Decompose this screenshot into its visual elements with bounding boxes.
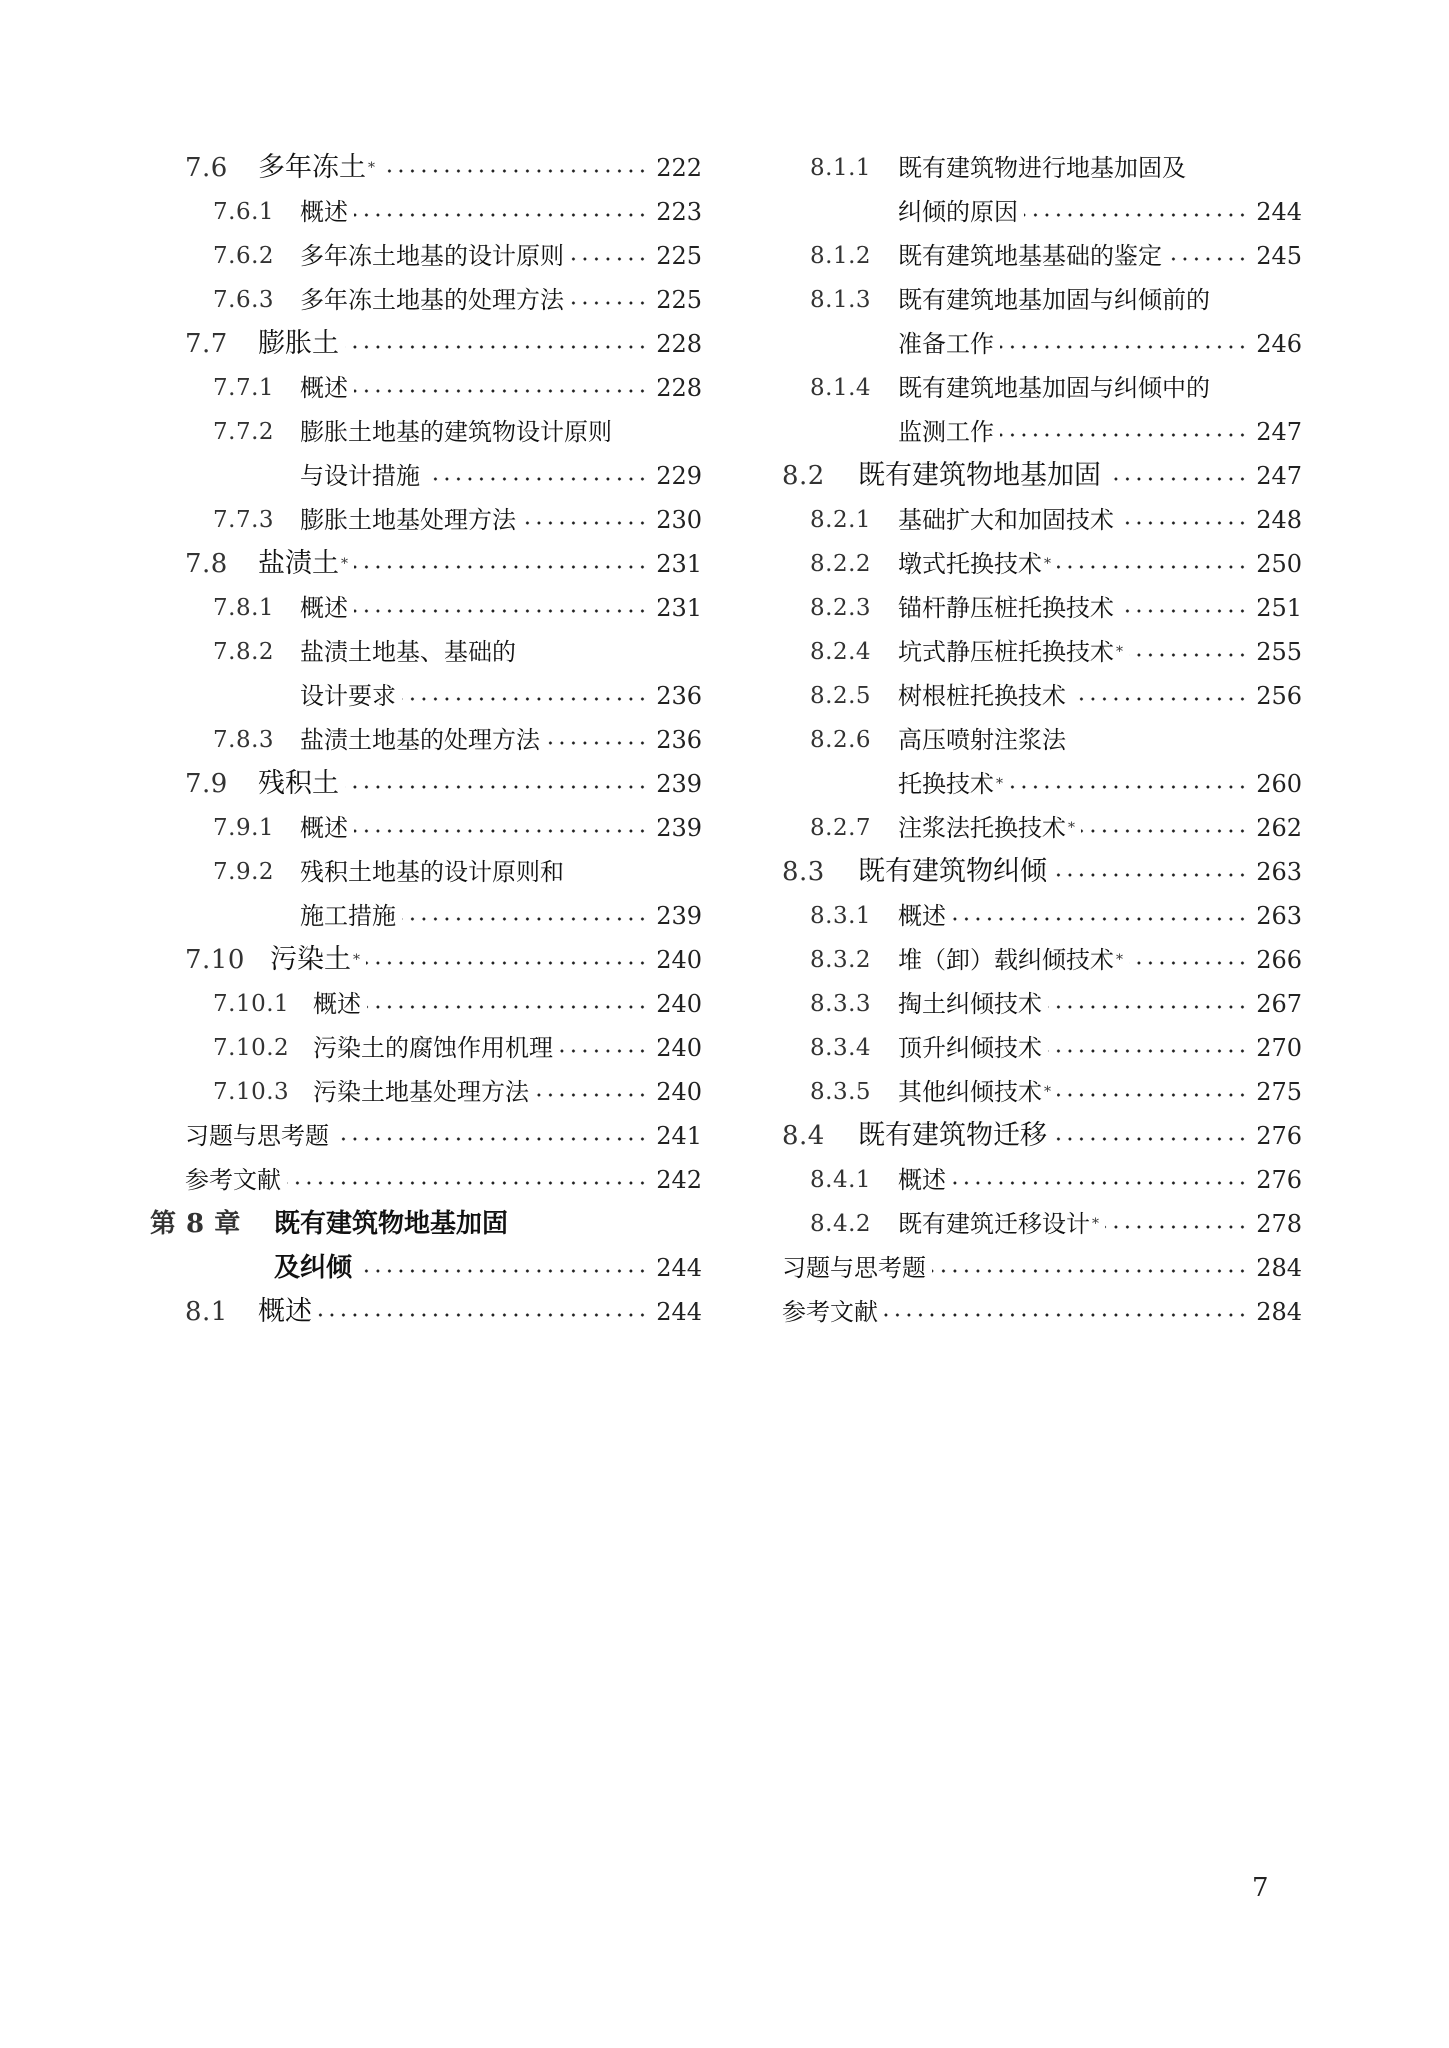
page-ref: 230: [656, 506, 702, 534]
dot-leader: [335, 1137, 648, 1141]
section-number: 7.10: [185, 945, 245, 975]
toc-entry[interactable]: [150, 938, 702, 982]
section-number: 8.3.3: [810, 991, 872, 1017]
dot-leader: [1107, 477, 1248, 481]
toc-entry[interactable]: [150, 542, 702, 586]
dot-leader: [318, 1313, 648, 1317]
toc-entry[interactable]: [772, 410, 1302, 454]
dot-leader: [426, 477, 648, 481]
toc-entry[interactable]: [150, 1202, 702, 1246]
section-number: 8.4.1: [810, 1167, 872, 1193]
section-title: 高压喷射注浆法: [898, 726, 1066, 754]
dot-leader: [381, 169, 648, 173]
dot-leader: [366, 961, 648, 965]
section-number: 7.6.2: [213, 243, 275, 269]
dot-leader: [1072, 697, 1248, 701]
page-ref: 239: [656, 770, 702, 798]
page-ref: 270: [1256, 1034, 1302, 1062]
page-ref: 240: [656, 1034, 702, 1062]
dot-leader: [1057, 565, 1248, 569]
dot-leader: [1048, 1005, 1248, 1009]
section-title: 污染土的腐蚀作用机理: [313, 1034, 553, 1062]
section-number: 8.3: [782, 857, 825, 887]
toc-entry[interactable]: [772, 234, 1302, 278]
page-ref: 223: [656, 198, 702, 226]
page-ref: 251: [1256, 594, 1302, 622]
dot-leader: [570, 257, 648, 261]
section-number: 8.1: [185, 1297, 228, 1327]
dot-leader: [1120, 609, 1248, 613]
section-title: 多年冻土: [258, 152, 366, 183]
dot-leader: [345, 785, 648, 789]
section-title: 堆（卸）载纠倾技术: [898, 946, 1114, 974]
section-title: 概述: [313, 990, 361, 1018]
toc-entry[interactable]: [772, 762, 1302, 806]
section-number: 8.1.4: [810, 375, 872, 401]
section-title: 盐渍土地基的处理方法: [300, 726, 540, 754]
page-ref: 263: [1256, 902, 1302, 930]
page-ref: 247: [1256, 462, 1302, 490]
dot-leader: [559, 1049, 648, 1053]
page-ref: 241: [656, 1122, 702, 1150]
page-ref: 244: [1256, 198, 1302, 226]
toc-entry[interactable]: [772, 1114, 1302, 1158]
section-number: 8.3.2: [810, 947, 872, 973]
toc-entry[interactable]: [772, 894, 1302, 938]
section-number: 8.4.2: [810, 1211, 872, 1237]
section-number: 7.8.2: [213, 639, 275, 665]
section-number: 7.9: [185, 769, 228, 799]
toc-entry[interactable]: [150, 762, 702, 806]
section-number: 7.6.3: [213, 287, 275, 313]
toc-entry[interactable]: [772, 146, 1302, 190]
toc-entry[interactable]: [772, 1202, 1302, 1246]
toc-entry[interactable]: [772, 366, 1302, 410]
section-title: 及纠倾: [274, 1253, 353, 1283]
toc-entry[interactable]: [150, 1246, 702, 1290]
toc-entry[interactable]: [772, 586, 1302, 630]
toc-entry[interactable]: [772, 850, 1302, 894]
dot-leader: [354, 213, 648, 217]
section-title: 残积土地基的设计原则和: [300, 858, 564, 886]
toc-entry[interactable]: [150, 278, 702, 322]
section-title: 习题与思考题: [782, 1254, 926, 1282]
section-number: 8.2: [782, 461, 825, 491]
section-title: 准备工作: [898, 330, 994, 358]
dot-leader: [570, 301, 648, 305]
page-ref: 266: [1256, 946, 1302, 974]
section-title: 概述: [898, 1166, 946, 1194]
optional-star-icon: *: [1116, 644, 1123, 660]
optional-star-icon: *: [353, 952, 360, 968]
toc-right-column: [772, 146, 1302, 1334]
section-number: 8.1.3: [810, 287, 872, 313]
page-ref: 240: [656, 990, 702, 1018]
section-title: 概述: [300, 814, 348, 842]
section-number: 7.8: [185, 549, 228, 579]
page-ref: 236: [656, 726, 702, 754]
section-number: 8.2.6: [810, 727, 872, 753]
section-title: 纠倾的原因: [898, 198, 1018, 226]
page-ref: 276: [1256, 1122, 1302, 1150]
dot-leader: [1000, 433, 1248, 437]
optional-star-icon: *: [1044, 556, 1051, 572]
toc-entry[interactable]: [772, 938, 1302, 982]
dot-leader: [1048, 1049, 1248, 1053]
toc-entry[interactable]: [150, 322, 702, 366]
section-number: 7.9.2: [213, 859, 275, 885]
toc-entry[interactable]: [150, 806, 702, 850]
section-title: 锚杆静压桩托换技术: [898, 594, 1114, 622]
section-number: 7.6.1: [213, 199, 275, 225]
section-title: 残积土: [258, 768, 339, 799]
dot-leader: [952, 1181, 1248, 1185]
section-title: 膨胀土地基处理方法: [300, 506, 516, 534]
section-title: 既有建筑地基加固与纠倾中的: [898, 374, 1210, 402]
dot-leader: [884, 1313, 1248, 1317]
toc-entry[interactable]: [150, 1026, 702, 1070]
toc-entry[interactable]: [150, 454, 702, 498]
dot-leader: [367, 1005, 648, 1009]
section-title: 树根桩托换技术: [898, 682, 1066, 710]
page-ref: 245: [1256, 242, 1302, 270]
page-ref: 239: [656, 814, 702, 842]
section-title: 监测工作: [898, 418, 994, 446]
toc-entry[interactable]: [772, 498, 1302, 542]
section-title: 概述: [300, 594, 348, 622]
page-ref: 278: [1256, 1210, 1302, 1238]
section-number: 8.1.1: [810, 155, 872, 181]
page-ref: 242: [656, 1166, 702, 1194]
page-ref: 225: [656, 242, 702, 270]
dot-leader: [1009, 785, 1248, 789]
section-title: 盐渍土: [258, 548, 339, 579]
optional-star-icon: *: [1044, 1084, 1051, 1100]
section-title: 与设计措施: [300, 462, 420, 490]
dot-leader: [1129, 961, 1248, 965]
toc-entry[interactable]: [150, 982, 702, 1026]
dot-leader: [1000, 345, 1248, 349]
dot-leader: [354, 565, 648, 569]
toc-entry[interactable]: [150, 674, 702, 718]
toc-entry[interactable]: [772, 542, 1302, 586]
page-ref: 263: [1256, 858, 1302, 886]
toc-entry[interactable]: [150, 586, 702, 630]
section-number: 7.9.1: [213, 815, 275, 841]
toc-entry[interactable]: [150, 366, 702, 410]
section-number: 8.2.5: [810, 683, 872, 709]
dot-leader: [1129, 653, 1248, 657]
page-number: 7: [1252, 1873, 1269, 1903]
dot-leader: [1105, 1225, 1248, 1229]
section-number: 8.2.2: [810, 551, 872, 577]
page-ref: 244: [656, 1254, 702, 1282]
toc-entry[interactable]: [772, 322, 1302, 366]
page-ref: 229: [656, 462, 702, 490]
section-number: 8.2.4: [810, 639, 872, 665]
section-title: 概述: [300, 198, 348, 226]
section-number: 7.7: [185, 329, 228, 359]
page-ref: 267: [1256, 990, 1302, 1018]
section-title: 顶升纠倾技术: [898, 1034, 1042, 1062]
dot-leader: [1120, 521, 1248, 525]
page-ref: 244: [656, 1298, 702, 1326]
section-title: 设计要求: [300, 682, 396, 710]
dot-leader: [535, 1093, 648, 1097]
section-title: 既有建筑物地基加固: [858, 460, 1101, 491]
page-ref: 225: [656, 286, 702, 314]
section-title: 膨胀土地基的建筑物设计原则: [300, 418, 612, 446]
optional-star-icon: *: [368, 160, 375, 176]
page-ref: 276: [1256, 1166, 1302, 1194]
section-title: 既有建筑物地基加固: [274, 1209, 509, 1239]
section-number: 7.8.1: [213, 595, 275, 621]
toc-entry[interactable]: [772, 718, 1302, 762]
section-title: 既有建筑物迁移: [858, 1120, 1047, 1151]
section-title: 既有建筑地基基础的鉴定: [898, 242, 1162, 270]
toc-entry[interactable]: [772, 982, 1302, 1026]
section-number: 8.3.5: [810, 1079, 872, 1105]
dot-leader: [345, 345, 648, 349]
toc-entry[interactable]: [150, 1070, 702, 1114]
page-ref: 240: [656, 946, 702, 974]
section-title: 坑式静压桩托换技术: [898, 638, 1114, 666]
toc-entry[interactable]: [150, 234, 702, 278]
page-ref: 228: [656, 330, 702, 358]
page-ref: 250: [1256, 550, 1302, 578]
section-title: 参考文献: [185, 1166, 281, 1194]
page-ref: 262: [1256, 814, 1302, 842]
page-ref: 248: [1256, 506, 1302, 534]
toc-entry[interactable]: [772, 1070, 1302, 1114]
page-ref: 239: [656, 902, 702, 930]
section-title: 盐渍土地基、基础的: [300, 638, 516, 666]
dot-leader: [354, 609, 648, 613]
section-number: 7.10.2: [213, 1035, 290, 1061]
optional-star-icon: *: [996, 776, 1003, 792]
toc-entry[interactable]: [150, 718, 702, 762]
page-ref: 228: [656, 374, 702, 402]
section-title: 多年冻土地基的设计原则: [300, 242, 564, 270]
page-ref: 240: [656, 1078, 702, 1106]
section-number: 8.2.1: [810, 507, 872, 533]
optional-star-icon: *: [1068, 820, 1075, 836]
toc-entry[interactable]: [150, 850, 702, 894]
dot-leader: [1057, 1093, 1248, 1097]
page-ref: 246: [1256, 330, 1302, 358]
dot-leader: [1053, 873, 1248, 877]
section-title: 概述: [898, 902, 946, 930]
section-title: 基础扩大和加固技术: [898, 506, 1114, 534]
page-ref: 255: [1256, 638, 1302, 666]
dot-leader: [1024, 213, 1248, 217]
toc-entry[interactable]: [772, 1026, 1302, 1070]
section-title: 污染土地基处理方法: [313, 1078, 529, 1106]
section-number: 第 8 章: [150, 1209, 241, 1239]
optional-star-icon: *: [1116, 952, 1123, 968]
page-ref: 247: [1256, 418, 1302, 446]
section-title: 既有建筑地基加固与纠倾前的: [898, 286, 1210, 314]
dot-leader: [932, 1269, 1248, 1273]
section-title: 施工措施: [300, 902, 396, 930]
section-number: 7.8.3: [213, 727, 275, 753]
page-ref: 284: [1256, 1298, 1302, 1326]
optional-star-icon: *: [1092, 1216, 1099, 1232]
section-number: 7.7.3: [213, 507, 275, 533]
section-title: 既有建筑物进行地基加固及: [898, 154, 1186, 182]
section-title: 多年冻土地基的处理方法: [300, 286, 564, 314]
dot-leader: [287, 1181, 648, 1185]
toc-entry[interactable]: [772, 1290, 1302, 1334]
dot-leader: [354, 389, 648, 393]
toc-entry[interactable]: [150, 410, 702, 454]
dot-leader: [522, 521, 648, 525]
dot-leader: [1081, 829, 1248, 833]
toc-entry[interactable]: [772, 454, 1302, 498]
section-title: 既有建筑迁移设计: [898, 1210, 1090, 1238]
dot-leader: [1053, 1137, 1248, 1141]
section-number: 8.4: [782, 1121, 825, 1151]
section-number: 7.7.2: [213, 419, 275, 445]
toc-entry[interactable]: [772, 190, 1302, 234]
toc-entry[interactable]: [772, 674, 1302, 718]
section-title: 墩式托换技术: [898, 550, 1042, 578]
toc-left-column: [150, 146, 702, 1334]
section-title: 参考文献: [782, 1298, 878, 1326]
section-number: 7.7.1: [213, 375, 275, 401]
section-title: 习题与思考题: [185, 1122, 329, 1150]
section-title: 既有建筑物纠倾: [858, 856, 1047, 887]
dot-leader: [358, 1269, 648, 1273]
section-title: 概述: [300, 374, 348, 402]
toc-entry[interactable]: [150, 190, 702, 234]
section-number: 8.2.3: [810, 595, 872, 621]
section-title: 注浆法托换技术: [898, 814, 1066, 842]
toc-entry[interactable]: [150, 498, 702, 542]
section-number: 8.3.4: [810, 1035, 872, 1061]
section-title: 概述: [258, 1296, 312, 1327]
section-title: 污染土: [270, 944, 351, 975]
page-ref: 231: [656, 550, 702, 578]
toc-entry[interactable]: [150, 146, 702, 190]
section-number: 7.10.3: [213, 1079, 290, 1105]
toc-entry[interactable]: [772, 1246, 1302, 1290]
toc-entry[interactable]: [150, 894, 702, 938]
toc-entry[interactable]: [772, 1158, 1302, 1202]
toc-entry[interactable]: [150, 1290, 702, 1334]
section-number: 8.1.2: [810, 243, 872, 269]
dot-leader: [1168, 257, 1248, 261]
section-title: 托换技术: [898, 770, 994, 798]
dot-leader: [402, 917, 648, 921]
toc-entry[interactable]: [772, 806, 1302, 850]
toc-entry[interactable]: [150, 1114, 702, 1158]
toc-entry[interactable]: [150, 630, 702, 674]
section-title: 掏土纠倾技术: [898, 990, 1042, 1018]
page-ref: 260: [1256, 770, 1302, 798]
page-ref: 256: [1256, 682, 1302, 710]
dot-leader: [354, 829, 648, 833]
page-ref: 236: [656, 682, 702, 710]
dot-leader: [402, 697, 648, 701]
page-ref: 222: [656, 154, 702, 182]
dot-leader: [546, 741, 648, 745]
section-number: 7.10.1: [213, 991, 290, 1017]
page-ref: 231: [656, 594, 702, 622]
page-ref: 284: [1256, 1254, 1302, 1282]
section-title: 膨胀土: [258, 328, 339, 359]
dot-leader: [952, 917, 1248, 921]
section-number: 8.2.7: [810, 815, 872, 841]
section-title: 其他纠倾技术: [898, 1078, 1042, 1106]
toc-entry[interactable]: [772, 278, 1302, 322]
page-ref: 275: [1256, 1078, 1302, 1106]
section-number: 8.3.1: [810, 903, 872, 929]
optional-star-icon: *: [341, 556, 348, 572]
toc-entry[interactable]: [772, 630, 1302, 674]
toc-entry[interactable]: [150, 1158, 702, 1202]
section-number: 7.6: [185, 153, 228, 183]
